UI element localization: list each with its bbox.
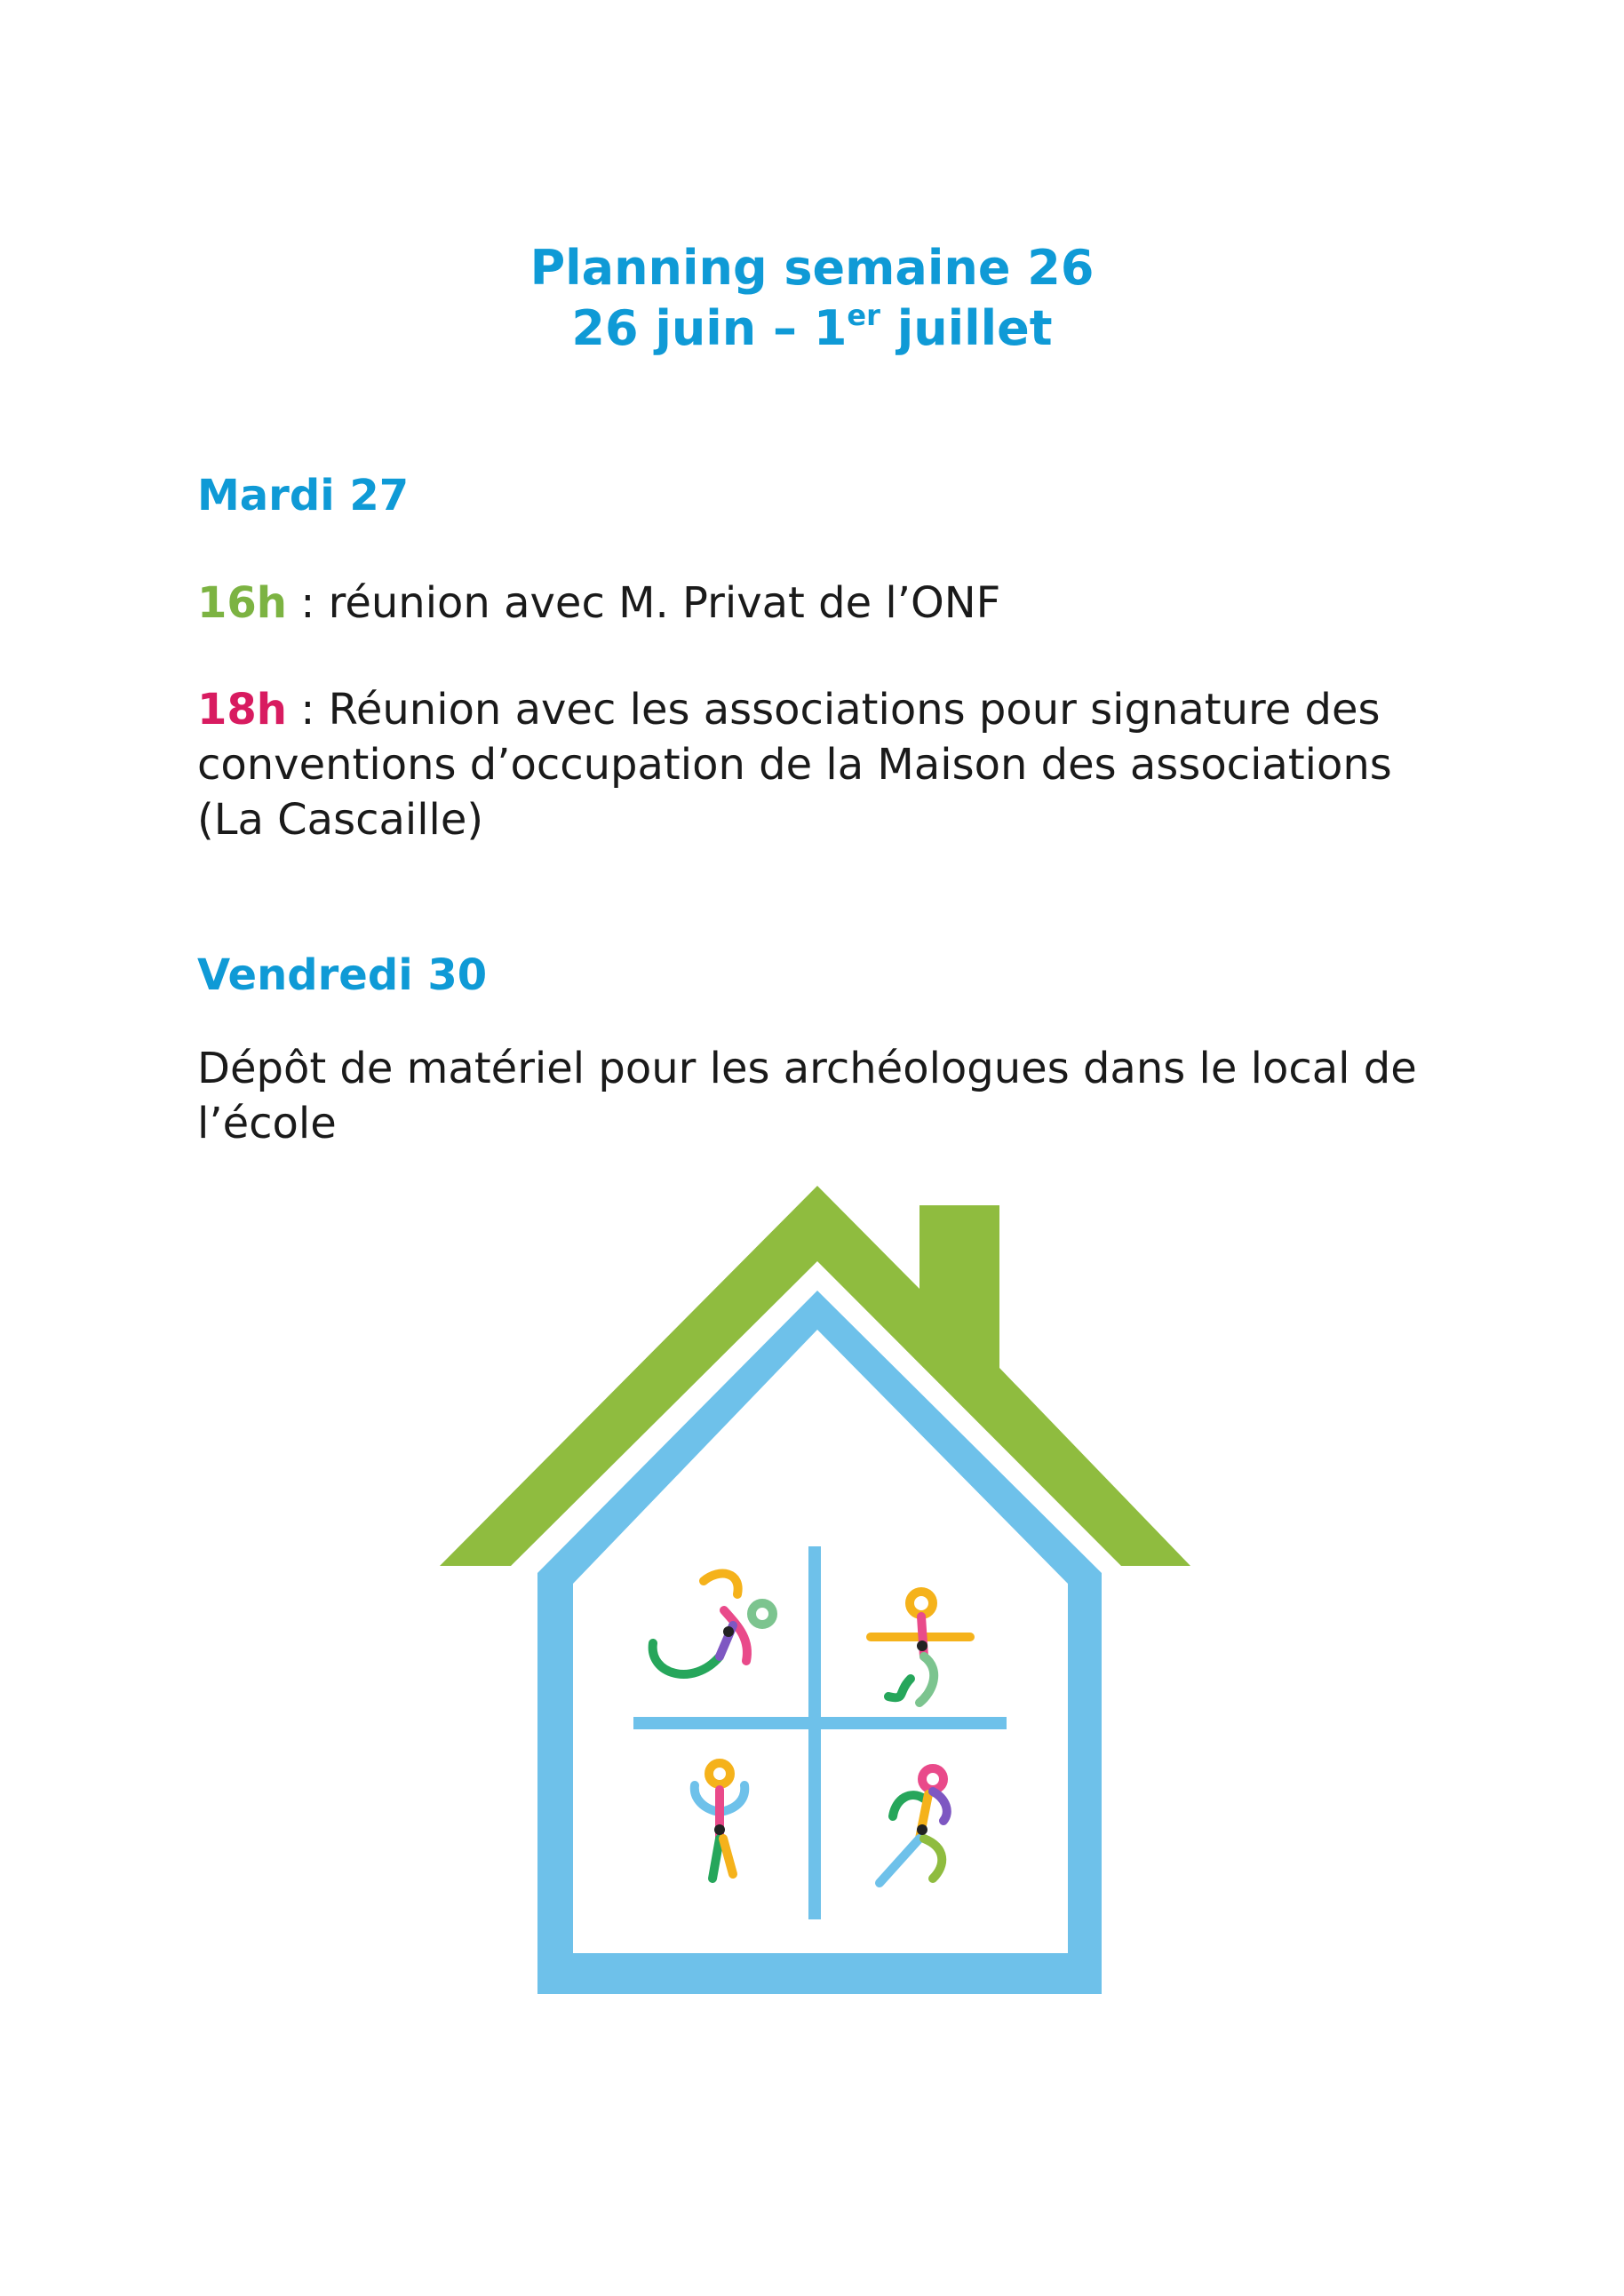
entry-text: : Réunion avec les associations pour signature des conventions d’occupation de la Maison des associations (La Cascaille)	[197, 685, 1392, 845]
maison-des-associations-house-icon	[426, 1177, 1208, 2003]
figure-cheering-icon	[695, 1763, 744, 1879]
window-vertical-bar	[808, 1546, 821, 1919]
day-heading-vendredi: Vendredi 30	[197, 950, 488, 1000]
ordinal-suffix: er	[847, 298, 880, 332]
date-range-start: 26 juin – 1	[571, 300, 848, 356]
window-horizontal-bar	[633, 1717, 1007, 1729]
agenda-entry-16h	[197, 576, 1459, 631]
entry-text: : réunion avec M. Privat de l’ONF	[286, 578, 1001, 628]
entry-time: 16h	[197, 578, 287, 628]
agenda-entry-18h	[197, 682, 1459, 847]
day-heading-mardi: Mardi 27	[197, 471, 410, 520]
page-title	[0, 238, 1624, 298]
title-line-1: Planning semaine 26	[529, 240, 1095, 296]
date-range-end: juillet	[880, 300, 1053, 356]
figure-gymnast-icon	[653, 1574, 773, 1674]
entry-time: 18h	[197, 685, 287, 735]
figure-dancer-icon	[871, 1592, 970, 1703]
figure-runner-icon	[880, 1768, 947, 1883]
page-subtitle-dates	[0, 298, 1624, 359]
roof-shape	[440, 1186, 1190, 1566]
agenda-entry-depot: Dépôt de matériel pour les archéologues dans le local de l’école	[197, 1044, 1417, 1148]
